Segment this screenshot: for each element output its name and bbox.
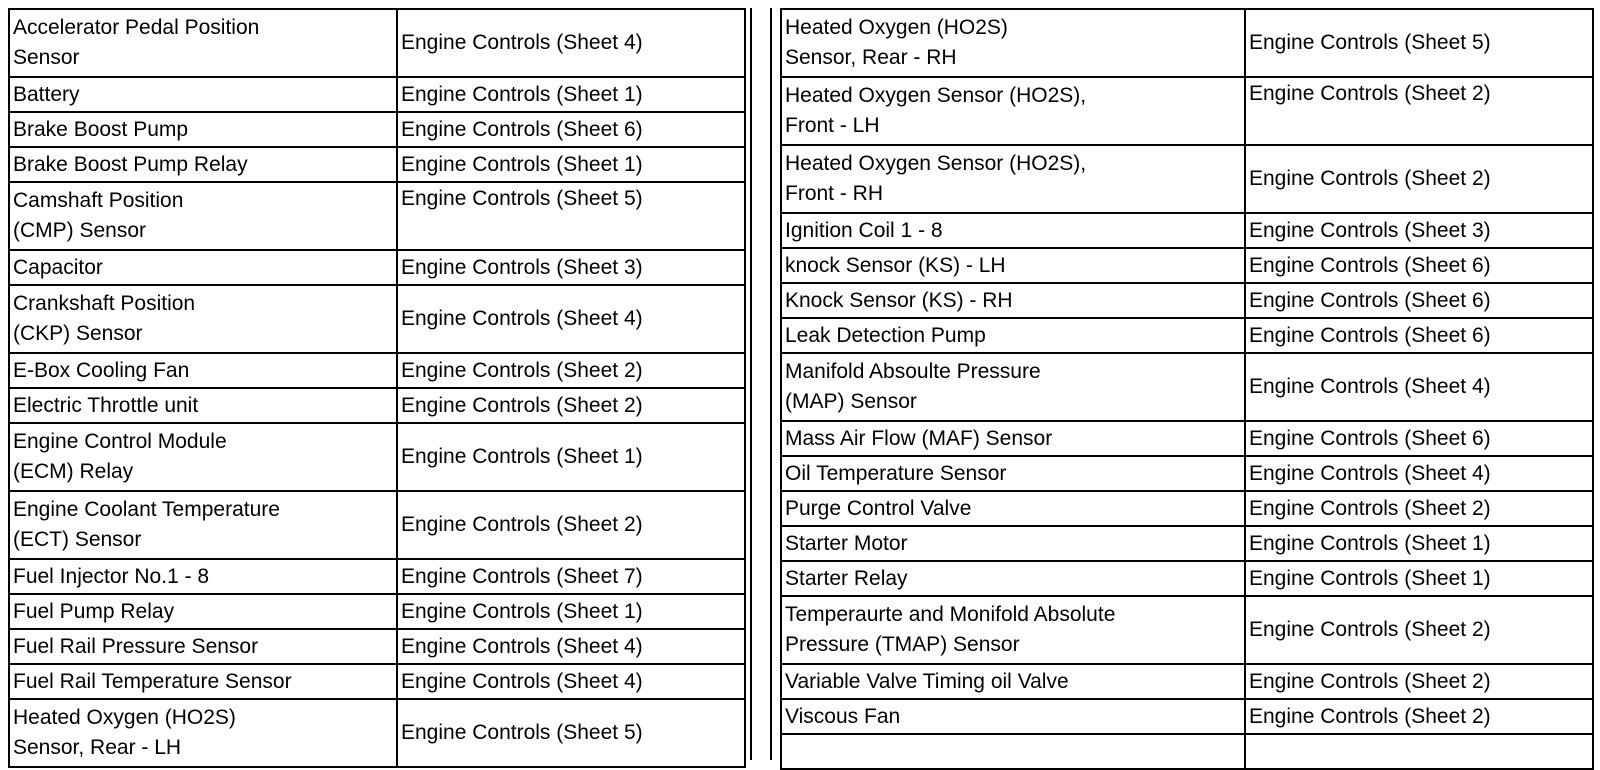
component-name: Brake Boost Pump Relay bbox=[9, 147, 397, 182]
table-row bbox=[781, 561, 1593, 596]
table-row bbox=[9, 423, 745, 491]
component-table-left bbox=[8, 8, 746, 768]
table-row bbox=[9, 594, 745, 629]
diagram-reference: Engine Controls (Sheet 1) bbox=[1245, 561, 1593, 596]
component-name: Battery bbox=[9, 77, 397, 112]
diagram-reference: Engine Controls (Sheet 1) bbox=[1245, 526, 1593, 561]
diagram-reference: Engine Controls (Sheet 2) bbox=[1245, 77, 1593, 145]
diagram-reference: Engine Controls (Sheet 2) bbox=[397, 388, 745, 423]
diagram-reference: Engine Controls (Sheet 4) bbox=[397, 664, 745, 699]
diagram-reference: Engine Controls (Sheet 6) bbox=[397, 112, 745, 147]
table-row bbox=[781, 596, 1593, 664]
table-row bbox=[9, 559, 745, 594]
table-row bbox=[781, 145, 1593, 213]
diagram-reference: Engine Controls (Sheet 6) bbox=[1245, 421, 1593, 456]
table-row bbox=[781, 283, 1593, 318]
diagram-reference bbox=[1245, 734, 1593, 769]
table-row bbox=[781, 318, 1593, 353]
table-row bbox=[9, 112, 745, 147]
table-row bbox=[781, 353, 1593, 421]
table-row bbox=[9, 491, 745, 559]
component-name: Knock Sensor (KS) - RH bbox=[781, 283, 1245, 318]
component-name: Starter Relay bbox=[781, 561, 1245, 596]
component-name: Fuel Rail Temperature Sensor bbox=[9, 664, 397, 699]
component-name: Heated Oxygen Sensor (HO2S), Front - RH bbox=[781, 145, 1245, 213]
table-row bbox=[9, 629, 745, 664]
diagram-reference: Engine Controls (Sheet 4) bbox=[397, 285, 745, 353]
table-row bbox=[9, 147, 745, 182]
table-row bbox=[781, 664, 1593, 699]
diagram-reference: Engine Controls (Sheet 2) bbox=[1245, 491, 1593, 526]
component-name: Engine Control Module (ECM) Relay bbox=[9, 423, 397, 491]
component-location-index bbox=[8, 8, 1592, 760]
table-row bbox=[9, 182, 745, 250]
component-name: Electric Throttle unit bbox=[9, 388, 397, 423]
diagram-reference: Engine Controls (Sheet 1) bbox=[397, 77, 745, 112]
component-name: Variable Valve Timing oil Valve bbox=[781, 664, 1245, 699]
table-row bbox=[781, 526, 1593, 561]
diagram-reference: Engine Controls (Sheet 1) bbox=[397, 147, 745, 182]
component-name: Viscous Fan bbox=[781, 699, 1245, 734]
component-name: Camshaft Position (CMP) Sensor bbox=[9, 182, 397, 250]
component-name: E-Box Cooling Fan bbox=[9, 353, 397, 388]
diagram-reference: Engine Controls (Sheet 5) bbox=[1245, 9, 1593, 77]
component-name: Manifold Absoulte Pressure (MAP) Sensor bbox=[781, 353, 1245, 421]
diagram-reference: Engine Controls (Sheet 2) bbox=[397, 491, 745, 559]
component-name bbox=[781, 734, 1245, 769]
component-name: Mass Air Flow (MAF) Sensor bbox=[781, 421, 1245, 456]
diagram-reference: Engine Controls (Sheet 3) bbox=[1245, 213, 1593, 248]
table-row bbox=[781, 9, 1593, 77]
diagram-reference: Engine Controls (Sheet 1) bbox=[397, 594, 745, 629]
diagram-reference: Engine Controls (Sheet 2) bbox=[1245, 699, 1593, 734]
component-name: Leak Detection Pump bbox=[781, 318, 1245, 353]
diagram-reference: Engine Controls (Sheet 4) bbox=[397, 629, 745, 664]
table-row bbox=[9, 664, 745, 699]
component-name: Crankshaft Position (CKP) Sensor bbox=[9, 285, 397, 353]
table-row bbox=[9, 699, 745, 767]
component-name: knock Sensor (KS) - LH bbox=[781, 248, 1245, 283]
diagram-reference: Engine Controls (Sheet 3) bbox=[397, 250, 745, 285]
table-row bbox=[9, 285, 745, 353]
component-name: Heated Oxygen (HO2S) Sensor, Rear - LH bbox=[9, 699, 397, 767]
diagram-reference: Engine Controls (Sheet 2) bbox=[1245, 596, 1593, 664]
table-row bbox=[781, 456, 1593, 491]
component-name: Oil Temperature Sensor bbox=[781, 456, 1245, 491]
diagram-reference: Engine Controls (Sheet 4) bbox=[1245, 456, 1593, 491]
table-row bbox=[9, 9, 745, 77]
component-name: Brake Boost Pump bbox=[9, 112, 397, 147]
component-name: Fuel Injector No.1 - 8 bbox=[9, 559, 397, 594]
component-table-right bbox=[780, 8, 1594, 770]
diagram-reference: Engine Controls (Sheet 5) bbox=[397, 699, 745, 767]
table-row bbox=[9, 353, 745, 388]
table-row bbox=[9, 388, 745, 423]
diagram-reference: Engine Controls (Sheet 5) bbox=[397, 182, 745, 250]
diagram-reference: Engine Controls (Sheet 4) bbox=[1245, 353, 1593, 421]
diagram-reference: Engine Controls (Sheet 4) bbox=[397, 9, 745, 77]
table-row bbox=[781, 248, 1593, 283]
component-name: Fuel Pump Relay bbox=[9, 594, 397, 629]
table-row bbox=[781, 213, 1593, 248]
component-name: Capacitor bbox=[9, 250, 397, 285]
component-name: Heated Oxygen Sensor (HO2S), Front - LH bbox=[781, 77, 1245, 145]
table-row bbox=[9, 77, 745, 112]
diagram-reference: Engine Controls (Sheet 6) bbox=[1245, 318, 1593, 353]
component-name: Accelerator Pedal Position Sensor bbox=[9, 9, 397, 77]
diagram-reference: Engine Controls (Sheet 2) bbox=[1245, 664, 1593, 699]
diagram-reference: Engine Controls (Sheet 2) bbox=[1245, 145, 1593, 213]
table-row bbox=[781, 421, 1593, 456]
table-row bbox=[781, 491, 1593, 526]
diagram-reference: Engine Controls (Sheet 1) bbox=[397, 423, 745, 491]
component-name: Temperaurte and Monifold Absolute Pressure (TMAP) Sensor bbox=[781, 596, 1245, 664]
diagram-reference: Engine Controls (Sheet 6) bbox=[1245, 283, 1593, 318]
table-row bbox=[781, 77, 1593, 145]
component-name: Purge Control Valve bbox=[781, 491, 1245, 526]
component-name: Ignition Coil 1 - 8 bbox=[781, 213, 1245, 248]
diagram-reference: Engine Controls (Sheet 6) bbox=[1245, 248, 1593, 283]
component-name: Fuel Rail Pressure Sensor bbox=[9, 629, 397, 664]
table-row-empty bbox=[781, 734, 1593, 769]
column-divider bbox=[746, 8, 776, 760]
diagram-reference: Engine Controls (Sheet 2) bbox=[397, 353, 745, 388]
component-name: Engine Coolant Temperature (ECT) Sensor bbox=[9, 491, 397, 559]
diagram-reference: Engine Controls (Sheet 7) bbox=[397, 559, 745, 594]
component-name: Heated Oxygen (HO2S) Sensor, Rear - RH bbox=[781, 9, 1245, 77]
table-row bbox=[781, 699, 1593, 734]
component-name: Starter Motor bbox=[781, 526, 1245, 561]
table-row bbox=[9, 250, 745, 285]
